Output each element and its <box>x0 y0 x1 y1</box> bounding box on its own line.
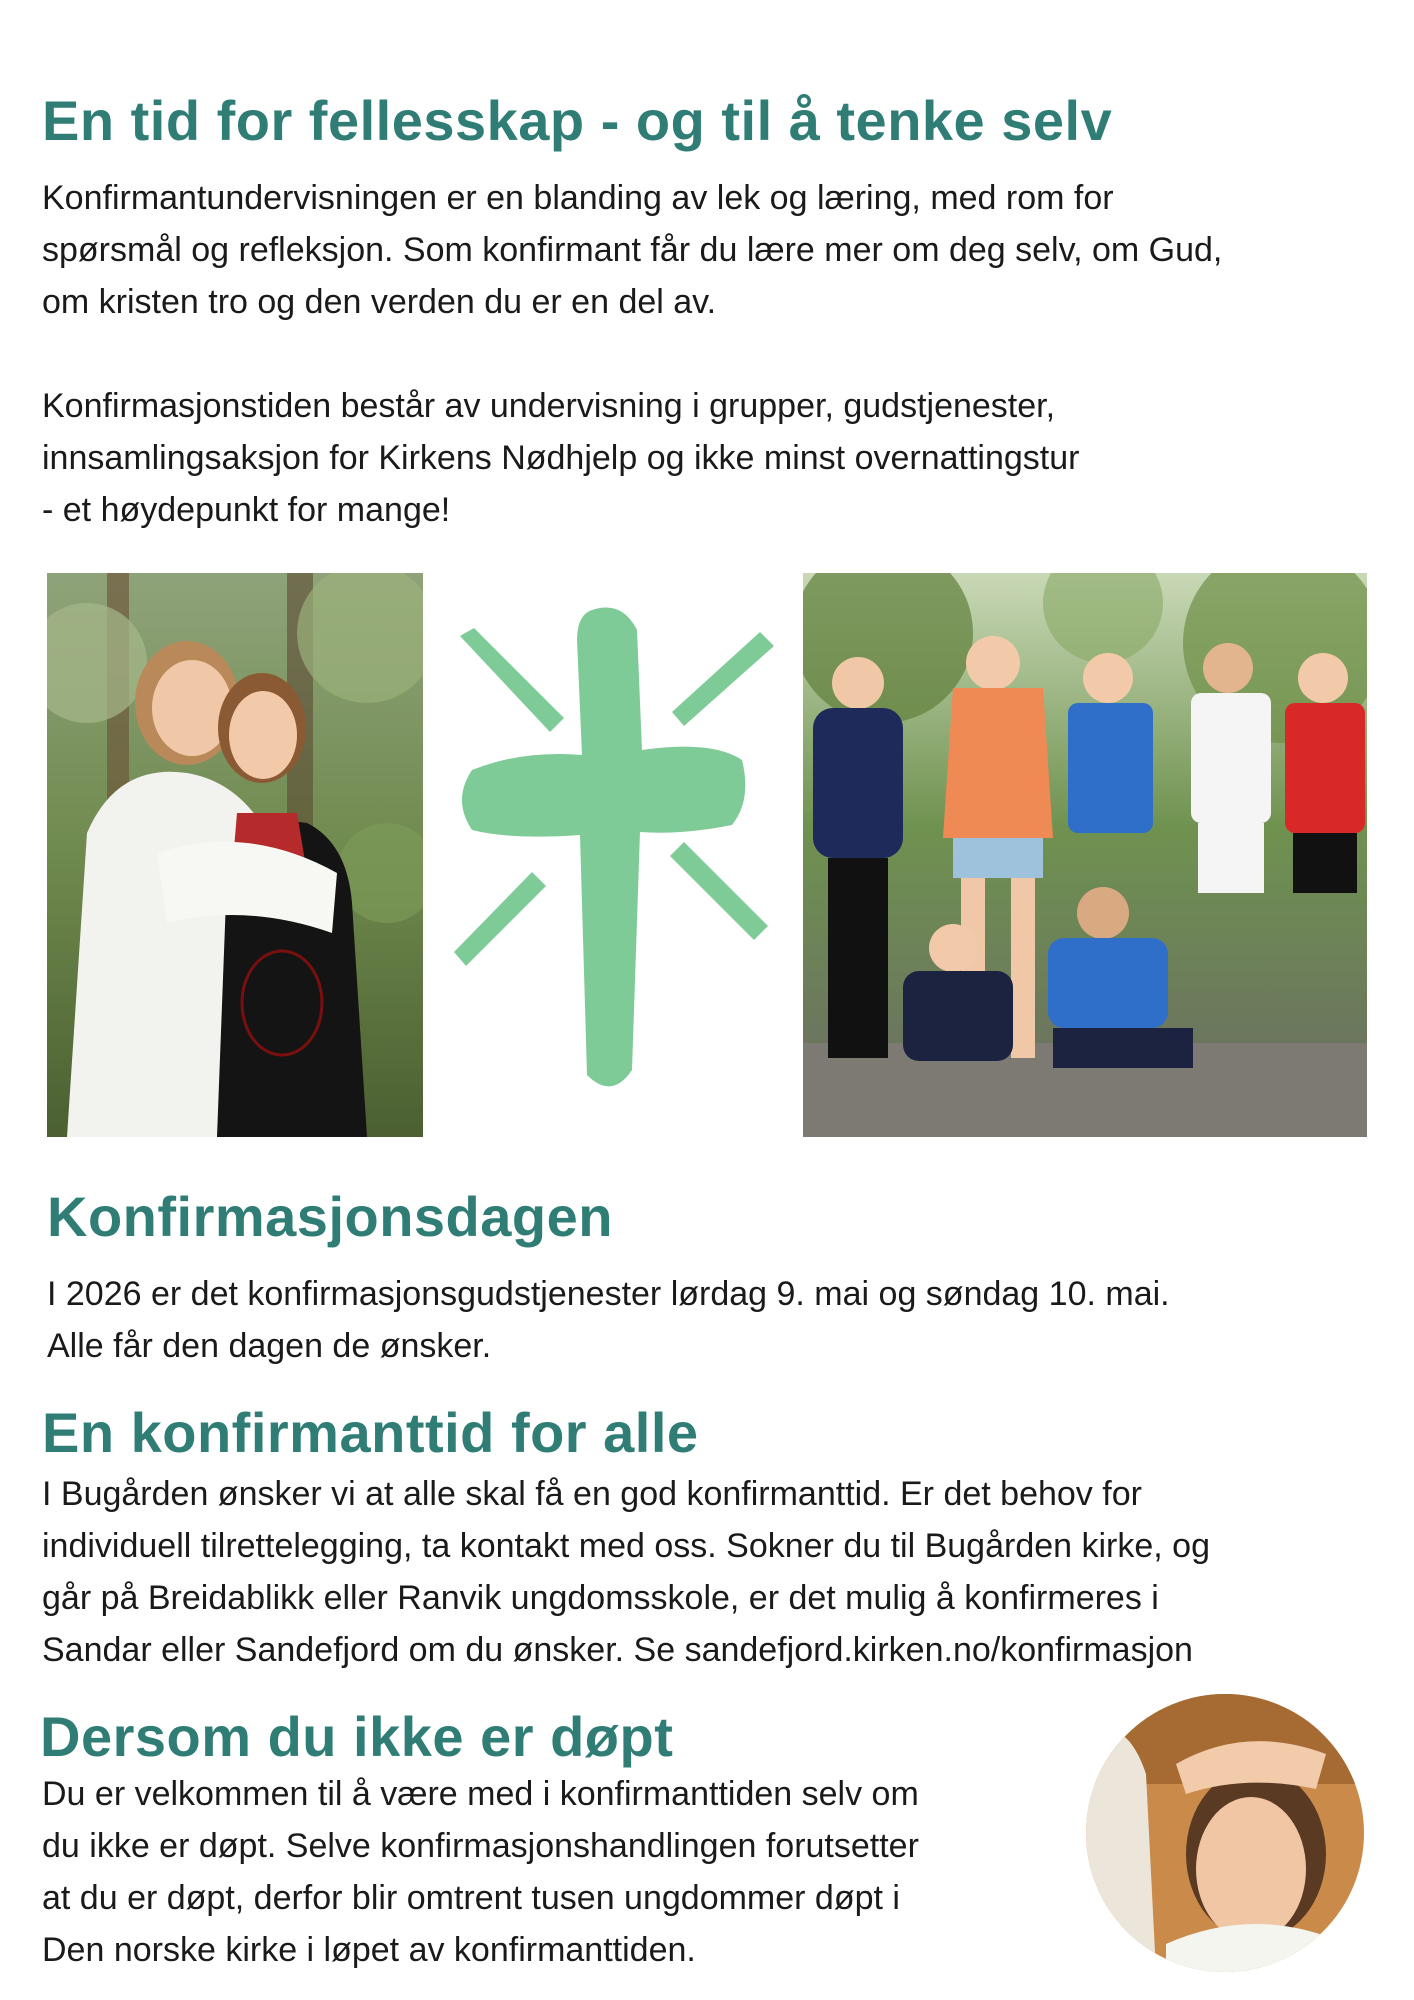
baptism-paragraph <box>42 1768 919 1976</box>
heading-konfirmanttid-for-alle: En konfirmanttid for alle <box>42 1401 699 1464</box>
heading-konfirmasjonsdagen: Konfirmasjonsdagen <box>47 1185 613 1248</box>
green-cross-logo <box>452 600 782 1100</box>
baptism-line: at du er døpt, derfor blir omtrent tusen ungdommer døpt i <box>42 1879 900 1917</box>
intro-paragraph <box>42 172 1222 328</box>
baptism-line: du ikke er døpt. Selve konfirmasjonshandlingen forutsetter <box>42 1827 919 1865</box>
inclusion-line: Sandar eller Sandefjord om du ønsker. Se sandefjord.kirken.no/konfirmasjon <box>42 1631 1193 1669</box>
structure-line: - et høydepunkt for mange! <box>42 491 451 529</box>
inclusion-paragraph <box>42 1468 1210 1676</box>
baptism-line: Du er velkommen til å være med i konfirmanttiden selv om <box>42 1775 919 1813</box>
structure-paragraph <box>42 380 1079 536</box>
inclusion-line: I Bugården ønsker vi at alle skal få en god konfirmanttid. Er det behov for <box>42 1475 1142 1513</box>
date-line: Alle får den dagen de ønsker. <box>47 1327 492 1365</box>
photo-youth-group <box>803 573 1367 1137</box>
photo-baptism <box>1086 1694 1364 1972</box>
inclusion-line: går på Breidablikk eller Ranvik ungdomsskole, er det mulig å konfirmeres i <box>42 1579 1159 1617</box>
heading-ikke-dopt: Dersom du ikke er døpt <box>40 1705 674 1768</box>
date-paragraph <box>47 1268 1170 1372</box>
heading-fellesskap: En tid for fellesskap - og til å tenke selv <box>42 89 1113 152</box>
inclusion-line: individuell tilrettelegging, ta kontakt med oss. Sokner du til Bugården kirke, og <box>42 1527 1210 1565</box>
intro-line: om kristen tro og den verden du er en del av. <box>42 283 717 321</box>
structure-line: innsamlingsaksjon for Kirkens Nødhjelp og ikke minst overnattingstur <box>42 439 1080 477</box>
intro-line: spørsmål og refleksjon. Som konfirmant får du lære mer om deg selv, om Gud, <box>42 231 1223 269</box>
baptism-line: Den norske kirke i løpet av konfirmanttiden. <box>42 1931 696 1969</box>
intro-line: Konfirmantundervisningen er en blanding av lek og læring, med rom for <box>42 179 1114 217</box>
date-line: I 2026 er det konfirmasjonsgudstjenester lørdag 9. mai og søndag 10. mai. <box>47 1275 1170 1313</box>
photo-confirmands-hugging <box>47 573 423 1137</box>
structure-line: Konfirmasjonstiden består av undervisning i grupper, gudstjenester, <box>42 387 1056 425</box>
